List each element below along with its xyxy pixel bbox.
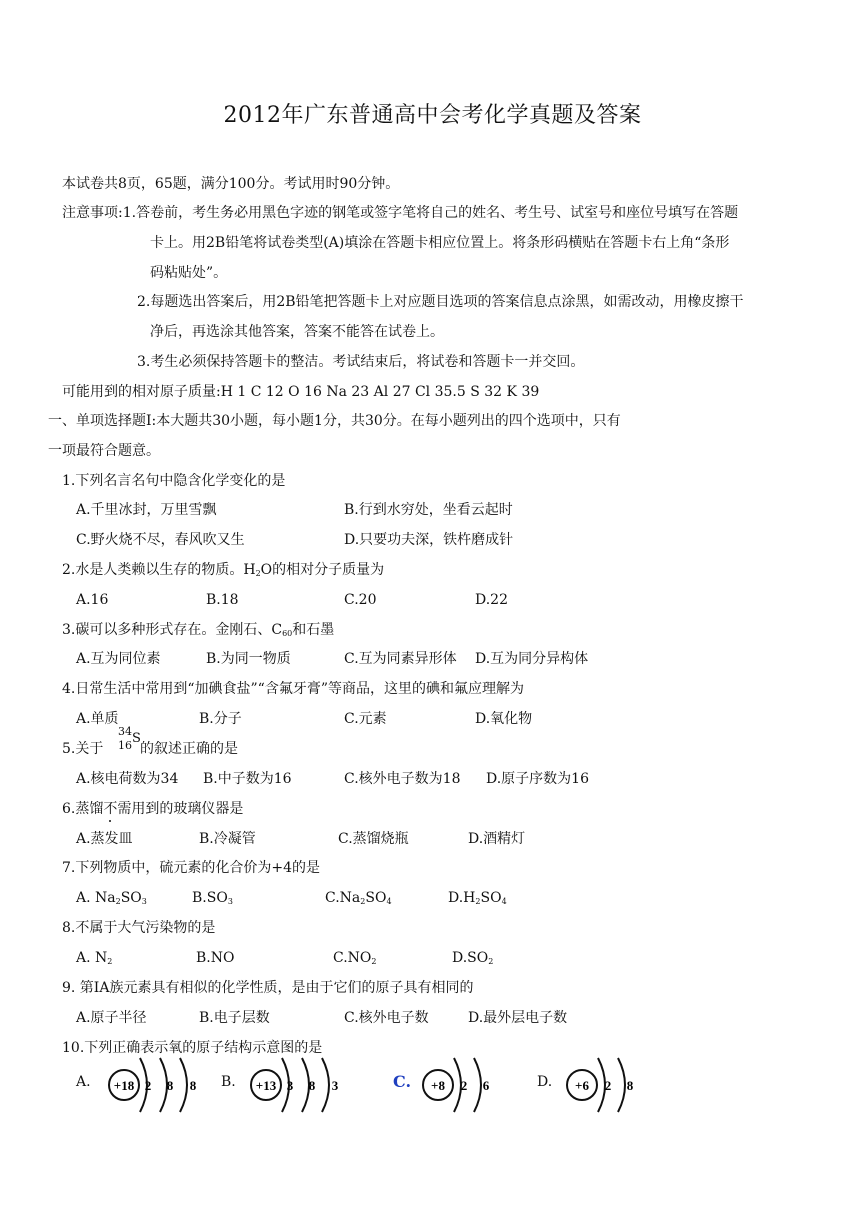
section-heading: 一、单项选择题Ⅰ:本大题共30小题，每小题1分，共30分。在每小题列出的四个选项中，只有: [48, 413, 621, 429]
question-5-stem-pre: 5.关于: [62, 741, 104, 757]
question-4-stem: 4.日常生活中常用到“加碘食盐”“含氟牙膏”等商品，这里的碘和氟应理解为: [62, 681, 524, 697]
shell-electrons: 6: [482, 1078, 490, 1093]
q10-option-b-label: B.: [221, 1074, 236, 1090]
atom-diagram-c: [418, 1052, 508, 1116]
shell-electrons: 8: [308, 1078, 316, 1093]
shell-arc: [180, 1058, 187, 1112]
q1-option-c: C.野火烧不尽，春风吹又生: [76, 532, 245, 548]
q1-option-b: B.行到水穷处，坐看云起时: [344, 502, 513, 518]
question-3-stem: 3.碳可以多种形式存在。金刚石、$C_{60}$和石墨: [62, 622, 335, 638]
question-9-stem: 9. 第IA族元素具有相似的化学性质，是由于它们的原子具有相同的: [62, 980, 474, 996]
q1-option-a: A.千里冰封，万里雪飘: [76, 502, 217, 518]
q7-option-a: A. $Na_2SO_3$: [76, 890, 147, 906]
q6-option-b: B.冷凝管: [199, 831, 256, 847]
q9-option-c: C.核外电子数: [344, 1010, 429, 1026]
q6-option-a: A.蒸发皿: [76, 831, 133, 847]
q7-option-c: $C.Na_2SO_4$: [325, 890, 392, 906]
atom-diagram-b: [246, 1052, 356, 1116]
q8-option-d: $D.SO_2$: [452, 950, 494, 966]
shell-electrons: 8: [189, 1078, 197, 1093]
question-7-stem: 7.下列物质中，硫元素的化合价为+4的是: [62, 860, 320, 876]
q9-option-b: B.电子层数: [199, 1010, 270, 1026]
q8-option-b: B.NO: [196, 950, 235, 966]
shell-electrons: 2: [460, 1078, 468, 1093]
q8-option-a: A. $N_2$: [76, 950, 113, 966]
q3-option-c: C.互为同素异形体: [344, 651, 457, 667]
q7-option-d: $D.H_2SO_4$: [448, 890, 507, 906]
emphasis-dot: 不: [103, 801, 118, 817]
notice-line-2: 卡上。用2B铅笔将试卷类型(A)填涂在答题卡相应位置上。将条形码横贴在答题卡右上角“条形: [150, 235, 730, 251]
question-1-stem: 1.下列名言名句中隐含化学变化的是: [62, 473, 286, 489]
atom-diagram-a: [104, 1052, 214, 1116]
shell-electrons: 2: [144, 1078, 152, 1093]
question-2-stem: 2.水是人类赖以生存的物质。$H_2O$的相对分子质量为: [62, 562, 385, 578]
nucleus-charge: +13: [255, 1078, 277, 1093]
q5-option-c: C.核外电子数为18: [344, 771, 461, 787]
question-6-stem: 6.蒸馏不需用到的玻璃仪器是: [62, 801, 244, 817]
q6-option-d: D.酒精灯: [468, 831, 526, 847]
question-10-stem: 10.下列正确表示氧的原子结构示意图的是: [62, 1040, 323, 1056]
question-8-stem: 8.不属于大气污染物的是: [62, 920, 216, 936]
shell-arc: [618, 1058, 625, 1112]
section-heading-cont: 一项最符合题意。: [48, 443, 160, 459]
atomic-masses: 可能用到的相对原子质量:H 1 C 12 O 16 Na 23 Al 27 Cl 35.5 S 32 K 39: [62, 384, 540, 400]
shell-electrons: 8: [166, 1078, 174, 1093]
notice-line-3: 码粘贴处”。: [150, 265, 228, 281]
shell-electrons: 3: [331, 1078, 339, 1093]
q4-option-d: D.氧化物: [475, 711, 533, 727]
shell-electrons: 3: [286, 1078, 294, 1093]
q9-option-a: A.原子半径: [76, 1010, 147, 1026]
question-5-stem-post: 的叙述正确的是: [140, 741, 238, 757]
q6-option-c: C.蒸馏烧瓶: [338, 831, 409, 847]
isotope-mass-number: 34: [118, 725, 132, 738]
isotope-atomic-number: 16: [118, 739, 132, 752]
notice-line-5: 净后，再选涂其他答案，答案不能答在试卷上。: [150, 324, 444, 340]
q3-option-d: D.互为同分异构体: [475, 651, 589, 667]
q10-option-a-label: A.: [76, 1074, 91, 1090]
q9-option-d: D.最外层电子数: [468, 1010, 568, 1026]
shell-electrons: 2: [604, 1078, 612, 1093]
nucleus-charge: +8: [431, 1078, 445, 1093]
shell-arc: [322, 1058, 329, 1112]
q10-option-d-label: D.: [537, 1074, 553, 1090]
q3-option-b: B.为同一物质: [206, 651, 291, 667]
isotope-symbol: S: [132, 731, 141, 746]
shell-electrons: 8: [626, 1078, 634, 1093]
q4-option-c: C.元素: [344, 711, 387, 727]
q5-option-d: D.原子序数为16: [486, 771, 589, 787]
page-title: 2012年广东普通高中会考化学真题及答案: [223, 103, 642, 128]
notice-line-4: 2.每题选出答案后，用2B铅笔把答题卡上对应题目选项的答案信息点涂黑，如需改动，用橡皮擦干: [137, 294, 744, 310]
q10-option-c-label: C.: [393, 1072, 412, 1091]
exam-info: 本试卷共8页，65题，满分100分。考试用时90分钟。: [62, 176, 400, 192]
q1-option-d: D.只要功夫深，铁杵磨成针: [344, 532, 514, 548]
q4-option-b: B.分子: [199, 711, 242, 727]
q7-option-b: $B.SO_3$: [192, 890, 233, 906]
q5-option-b: B.中子数为16: [203, 771, 292, 787]
q8-option-c: $C.NO_2$: [333, 950, 377, 966]
q2-option-d: D.22: [475, 592, 508, 608]
notice-line-1: 注意事项:1.答卷前，考生务必用黑色字迹的钢笔或签字笔将自己的姓名、考生号、试室号和座位号填写在答题: [62, 205, 739, 221]
q2-option-a: A.16: [76, 592, 109, 608]
atom-diagram-d: [562, 1052, 652, 1116]
nucleus-charge: +18: [113, 1078, 135, 1093]
nucleus-charge: +6: [575, 1078, 589, 1093]
q2-option-b: B.18: [206, 592, 239, 608]
q4-option-a: A.单质: [76, 711, 119, 727]
q5-option-a: A.核电荷数为34: [76, 771, 179, 787]
notice-line-6: 3.考生必须保持答题卡的整洁。考试结束后，将试卷和答题卡一并交回。: [137, 354, 585, 370]
shell-arc: [474, 1058, 481, 1112]
q2-option-c: C.20: [344, 592, 377, 608]
q3-option-a: A.互为同位素: [76, 651, 161, 667]
